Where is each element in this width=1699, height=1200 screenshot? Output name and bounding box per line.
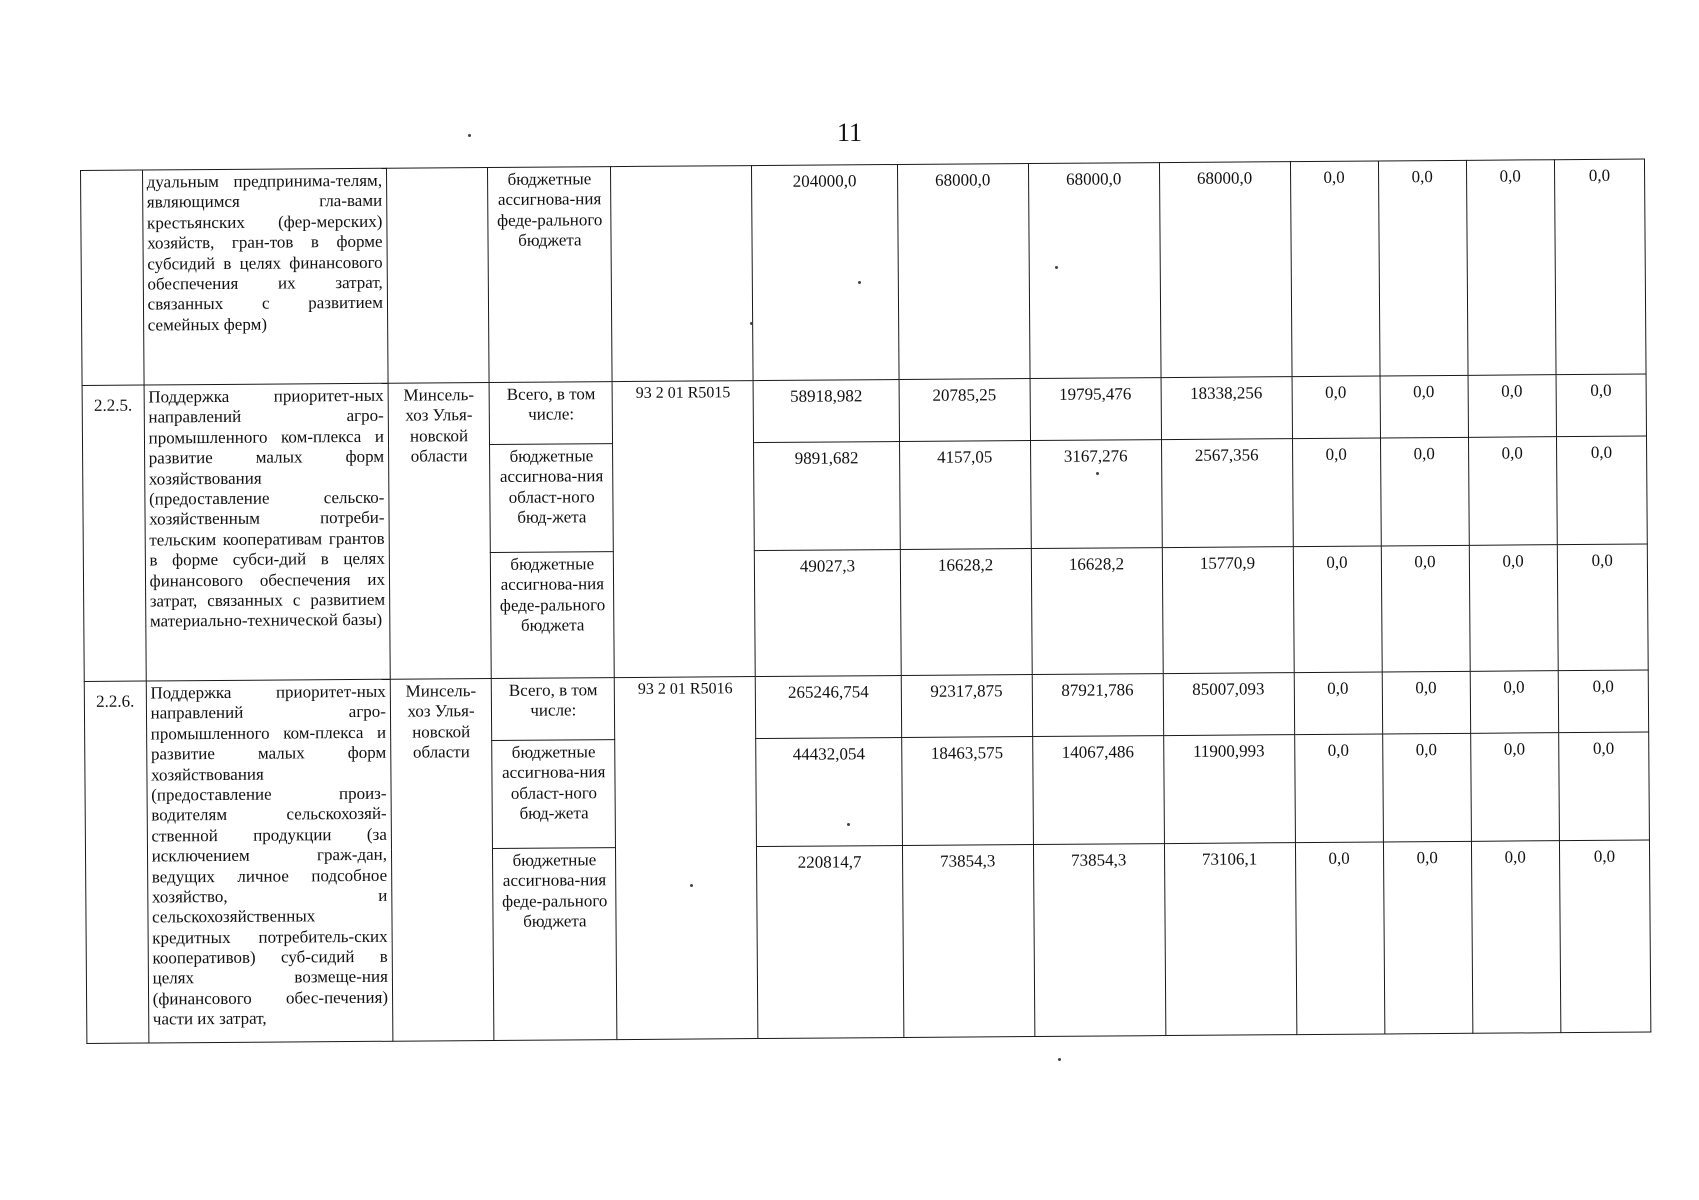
row-funding-source: Всего, в том числе: [491, 678, 615, 741]
budget-table [80, 159, 1651, 1044]
amount-year: 0,0 [1380, 437, 1469, 546]
amount-year: 0,0 [1557, 544, 1648, 671]
amount-total: 44432,054 [756, 737, 902, 846]
table-row [84, 670, 1648, 743]
amount-year: 0,0 [1380, 375, 1468, 438]
amount-year: 0,0 [1469, 545, 1558, 672]
amount-year: 0,0 [1378, 160, 1468, 376]
row-budget-code: 93 2 01 R5015 [613, 381, 756, 678]
table-row [81, 159, 1647, 385]
scan-speck [1058, 1058, 1061, 1061]
amount-year: 0,0 [1468, 437, 1557, 546]
scan-speck [858, 281, 861, 284]
scan-speck [1055, 266, 1058, 269]
amount-year: 19795,476 [1030, 378, 1161, 441]
row-executor [386, 168, 489, 384]
amount-year: 16628,2 [1031, 548, 1163, 675]
row-executor: Минсель-хоз Улья-новской области [390, 678, 494, 1041]
amount-year: 0,0 [1468, 375, 1556, 438]
amount-year: 85007,093 [1163, 673, 1294, 736]
amount-total: 49027,3 [755, 549, 901, 676]
amount-total: 204000,0 [752, 165, 899, 381]
amount-year: 20785,25 [899, 379, 1030, 442]
row-index [81, 170, 144, 385]
scan-speck [468, 134, 471, 137]
amount-year: 0,0 [1382, 733, 1471, 842]
amount-year: 0,0 [1559, 840, 1651, 1033]
amount-year: 14067,486 [1032, 736, 1164, 845]
row-description: Поддержка приоритет-ных направлений агро-промышленного ком-плекса и развитие малых форм хозяйствования (предоставление произ-водителям сельскохозяй-ственной продукции (за исключением граж-дан, ведущих личное подсобное хозяйство, и сельскохозяйственных кредитных потребитель-ских кооперативов) суб-сидий в целях возмеще-ния (финансового обес-печения) части их затрат, [146, 679, 393, 1043]
amount-year: 18338,256 [1161, 377, 1292, 440]
scan-speck [1096, 472, 1099, 475]
amount-year: 92317,875 [901, 675, 1032, 738]
amount-year: 0,0 [1556, 374, 1647, 437]
row-index: 2.2.6. [84, 681, 148, 1043]
budget-table-sheet [80, 159, 1651, 1044]
amount-year: 73854,3 [1033, 844, 1165, 1037]
amount-year: 0,0 [1294, 734, 1383, 843]
row-funding-source: бюджетные ассигнова-ния феде-рального бюджета [488, 167, 613, 383]
amount-year: 0,0 [1558, 732, 1649, 841]
amount-year: 68000,0 [1159, 162, 1292, 378]
amount-year: 0,0 [1292, 376, 1380, 439]
amount-year: 0,0 [1292, 438, 1381, 547]
amount-year: 4157,05 [899, 441, 1031, 550]
page-number: 11 [836, 118, 863, 147]
amount-year: 0,0 [1470, 733, 1559, 842]
row-funding-source: бюджетные ассигнова-ния феде-рального бюджета [493, 848, 618, 1041]
amount-year: 11900,993 [1163, 735, 1295, 844]
amount-year: 0,0 [1556, 436, 1647, 545]
amount-year: 0,0 [1471, 841, 1560, 1034]
amount-year: 87921,786 [1032, 674, 1163, 737]
budget-table-body [81, 159, 1651, 1043]
row-funding-source: бюджетные ассигнова-ния област-ного бюд-жета [490, 444, 614, 553]
amount-year: 68000,0 [897, 164, 1030, 380]
amount-year: 2567,356 [1161, 439, 1293, 548]
amount-year: 0,0 [1470, 671, 1558, 734]
amount-year: 16628,2 [900, 549, 1032, 676]
amount-total: 58918,982 [753, 380, 899, 443]
row-budget-code: 93 2 01 R5016 [615, 677, 759, 1040]
table-row [82, 374, 1646, 447]
amount-year: 0,0 [1381, 545, 1470, 672]
amount-year: 0,0 [1383, 841, 1472, 1034]
amount-year: 0,0 [1382, 671, 1470, 734]
amount-year: 0,0 [1554, 159, 1646, 375]
scan-speck [847, 823, 850, 826]
amount-total: 265246,754 [756, 675, 902, 738]
row-funding-source: бюджетные ассигнова-ния област-ного бюд-жета [492, 740, 616, 849]
amount-total: 9891,682 [754, 442, 900, 551]
row-description: Поддержка приоритет-ных направлений агро-промышленного ком-плекса и развитие малых форм хозяйствования (предоставление сельско-хозяйственным потреби-тельским кооперативам грантов в форме субси-дий в целях финансового обеспечения их затрат, связанных с развитием материально-технической базы) [144, 383, 390, 681]
scan-speck [690, 884, 693, 887]
amount-total: 220814,7 [757, 845, 904, 1038]
row-funding-source: Всего, в том числе: [489, 382, 613, 445]
amount-year: 73854,3 [902, 845, 1034, 1038]
row-funding-source: бюджетные ассигнова-ния феде-рального бюджета [491, 552, 615, 679]
amount-year: 0,0 [1558, 670, 1649, 733]
amount-year: 18463,575 [901, 737, 1033, 846]
amount-year: 0,0 [1466, 160, 1556, 376]
row-description: дуальным предпринима-телям, являющимся гла-вами крестьянских (фер-мерских) хозяйств, гран-тов в форме субсидий в целях финансового обеспечения их затрат, связанных с развитием семейных ферм) [142, 168, 388, 385]
row-budget-code [611, 166, 753, 382]
scan-speck [750, 322, 753, 325]
amount-year: 0,0 [1294, 672, 1382, 735]
row-executor: Минсель-хоз Улья-новской области [388, 383, 491, 680]
amount-year: 68000,0 [1028, 163, 1161, 379]
amount-year: 0,0 [1290, 161, 1380, 377]
amount-year: 15770,9 [1162, 547, 1294, 674]
amount-year: 3167,276 [1030, 440, 1162, 549]
row-index: 2.2.5. [82, 385, 146, 681]
amount-year: 0,0 [1295, 842, 1384, 1035]
amount-year: 0,0 [1293, 546, 1382, 673]
amount-year: 73106,1 [1164, 843, 1296, 1036]
